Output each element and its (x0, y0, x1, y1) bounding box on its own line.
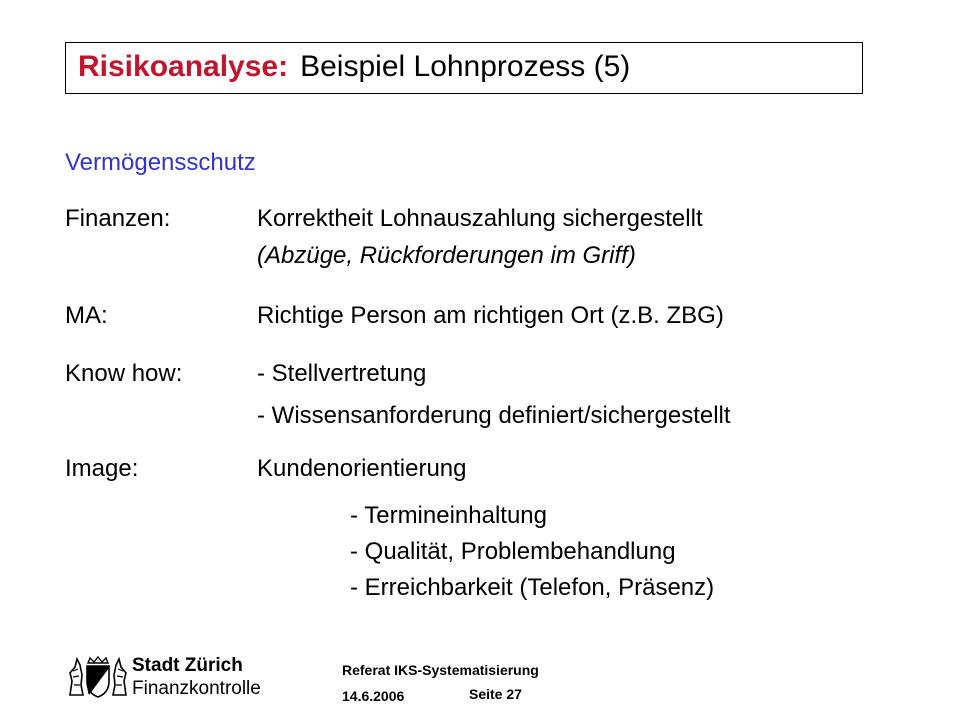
label-finanzen: Finanzen: (65, 205, 171, 232)
title-box (65, 42, 863, 94)
label-knowhow: Know how: (65, 360, 183, 387)
knowhow-item-2: - Wissensanforderung definiert/sichergestellt (257, 402, 731, 429)
org-department: Finanzkontrolle (132, 678, 261, 699)
title-strong: Risikoanalyse: (78, 50, 289, 83)
ma-value: Richtige Person am richtigen Ort (z.B. ZBG) (257, 302, 724, 329)
image-sub-item-2: - Qualität, Problembehandlung (350, 538, 676, 565)
finanzen-line1: Korrektheit Lohnauszahlung sichergestellt (257, 205, 703, 232)
label-image: Image: (65, 455, 139, 482)
finanzen-line2: (Abzüge, Rückforderungen im Griff) (257, 242, 636, 269)
image-sub-item-3: - Erreichbarkeit (Telefon, Präsenz) (350, 574, 715, 601)
image-value: Kundenorientierung (257, 455, 467, 482)
footer-referat: Referat IKS-Systematisierung (342, 662, 539, 678)
knowhow-item-1: - Stellvertretung (257, 360, 427, 387)
slide-title (78, 49, 630, 85)
image-sub-item-1: - Termineinhaltung (350, 502, 548, 529)
title-rest: Beispiel Lohnprozess (5) (300, 50, 631, 83)
footer-page-number: Seite 27 (469, 686, 522, 702)
footer-date: 14.6.2006 (342, 688, 405, 704)
stadt-zuerich-coat-of-arms-icon (68, 655, 128, 699)
org-name: Stadt Zürich (132, 655, 243, 676)
label-ma: MA: (65, 302, 108, 329)
section-heading: Vermögensschutz (65, 149, 256, 176)
